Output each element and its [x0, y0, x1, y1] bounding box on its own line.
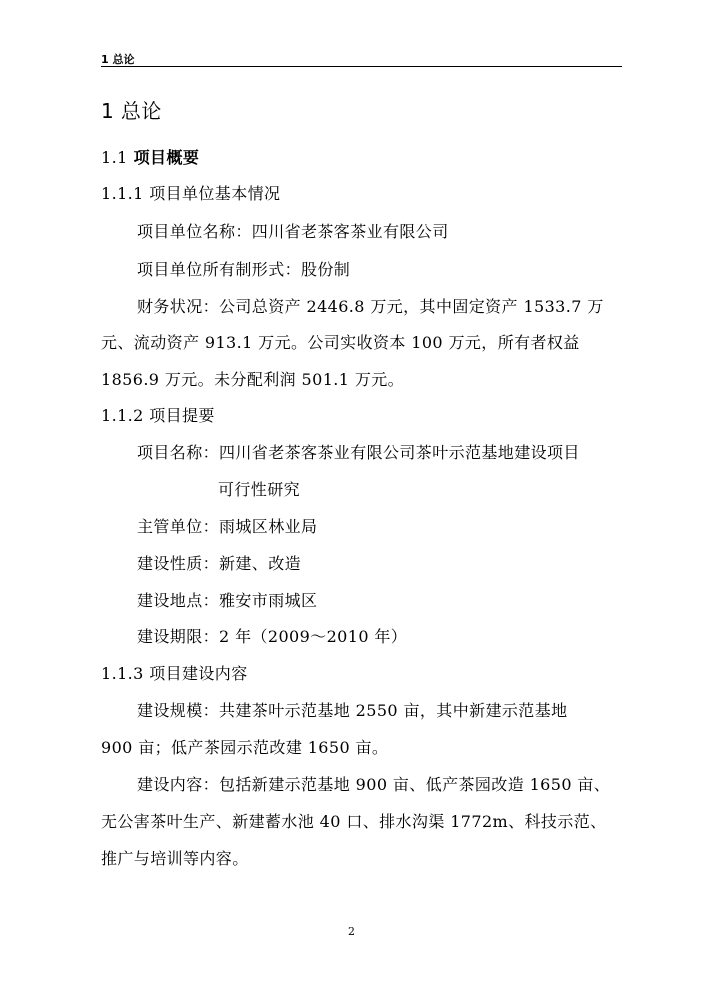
chapter-title: 1 总论 — [101, 99, 162, 123]
content-line-1: 建设内容：包括新建示范基地 900 亩、低产茶园改造 1650 亩、 — [137, 775, 611, 794]
nature-line: 建设性质：新建、改造 — [137, 554, 302, 573]
subsection-heading-1-1-3: 1.1.3 项目建设内容 — [101, 664, 248, 683]
scale-line-1: 建设规模：共建茶叶示范基地 2550 亩，其中新建示范基地 — [137, 701, 568, 720]
content-line-2: 无公害茶叶生产、新建蓄水池 40 口、排水沟渠 1772m、科技示范、 — [101, 812, 607, 831]
unit-name-line: 项目单位名称：四川省老茶客茶业有限公司 — [137, 222, 449, 241]
section-heading-1-1 — [101, 148, 199, 168]
finance-line-2: 元、流动资产 913.1 万元。公司实收资本 100 万元，所有者权益 — [101, 333, 580, 352]
subsection-heading-1-1-1: 1.1.1 项目单位基本情况 — [101, 184, 281, 203]
section-title: 项目概要 — [133, 148, 200, 167]
section-number: 1.1 — [101, 148, 128, 167]
subsection-heading-1-1-2: 1.1.2 项目提要 — [101, 406, 215, 425]
ownership-line: 项目单位所有制形式：股份制 — [137, 260, 351, 279]
authority-line: 主管单位：雨城区林业局 — [137, 517, 318, 536]
location-line: 建设地点：雅安市雨城区 — [137, 591, 318, 610]
project-name-line-1: 项目名称：四川省老茶客茶业有限公司茶叶示范基地建设项目 — [137, 443, 580, 462]
scale-line-2: 900 亩；低产茶园示范改建 1650 亩。 — [101, 738, 389, 757]
finance-line-1: 财务状况：公司总资产 2446.8 万元，其中固定资产 1533.7 万 — [137, 297, 604, 316]
project-name-line-2: 可行性研究 — [218, 480, 301, 499]
running-header-text: 1 总论 — [101, 53, 135, 66]
running-header — [101, 52, 622, 67]
content-line-3: 推广与培训等内容。 — [101, 849, 249, 868]
page-number: 2 — [348, 925, 355, 938]
finance-line-3: 1856.9 万元。未分配利润 501.1 万元。 — [101, 370, 405, 389]
period-line: 建设期限：2 年（2009～2010 年） — [137, 627, 408, 646]
